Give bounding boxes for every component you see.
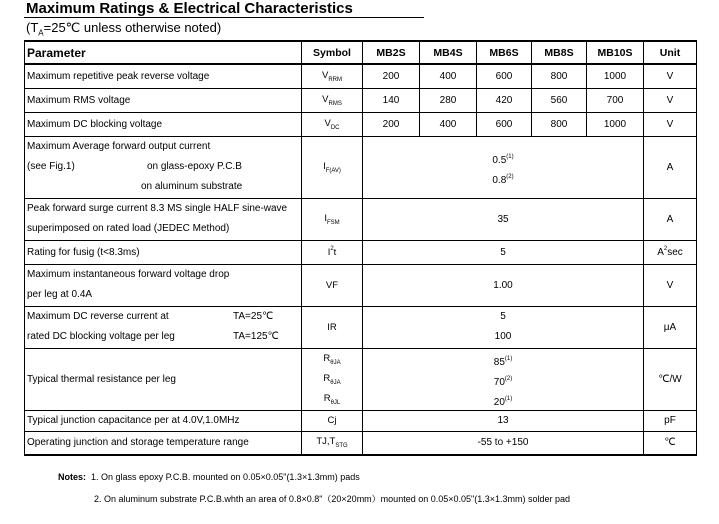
param-vdc: Maximum DC blocking voltage — [25, 112, 302, 136]
symbol-vrms: $V_{RMS}$ — [302, 88, 363, 112]
note-1: Notes: 1. On glass epoxy P.C.B. mounted on 0.05×0.05"(1.3×1.3mm) pads — [58, 472, 360, 482]
value-cell: 800 — [532, 112, 587, 136]
table-row — [25, 136, 697, 198]
title-underline — [24, 17, 424, 18]
param-ifsm: Peak forward surge current 8.3 MS single HALF sine-wave superimposed on rated load (JEDEC Method) — [25, 198, 302, 240]
symbol-cj: Cj — [302, 410, 363, 431]
unit-cell: pF — [644, 410, 697, 431]
header-row — [25, 41, 697, 64]
value-cell: 1000 — [587, 112, 644, 136]
param-cj: Typical junction capacitance per at 4.0V,1.0MHz — [25, 410, 302, 431]
header-symbol: Symbol — [302, 41, 363, 64]
header-part-mb10s: MB10S — [587, 41, 644, 64]
value-cell: 200 — [363, 112, 420, 136]
symbol-vrrm: $V_{RRM}$ — [302, 64, 363, 88]
value-cell: 140 — [363, 88, 420, 112]
value-cell: 600 — [477, 112, 532, 136]
ratings-table — [24, 40, 697, 456]
page-title: Maximum Ratings & Electrical Characteristics — [26, 0, 353, 17]
symbol-ifav: $I_{F(AV)}$ — [302, 136, 363, 198]
param-tj: Operating junction and storage temperature range — [25, 431, 302, 455]
unit-cell: V — [644, 64, 697, 88]
unit-cell: A — [644, 136, 697, 198]
value-cell: 280 — [420, 88, 477, 112]
value-cell: 560 — [532, 88, 587, 112]
value-ifav: 0.5$^{(1)}$ 0.8$^{(2)}$ — [363, 136, 644, 198]
symbol-rth: $R_{\theta JA}$ $R_{\theta JA}$ $R_{\theta JL}$ — [302, 348, 363, 410]
param-i2t: Rating for fusig (t<8.3ms) — [25, 240, 302, 264]
table-row — [25, 264, 697, 306]
unit-cell: $A^2\sec$ — [644, 240, 697, 264]
param-ir: Maximum DC reverse current at TA=25℃ rated DC blocking voltage per leg TA=125℃ — [25, 306, 302, 348]
unit-cell: ℃/W — [644, 348, 697, 410]
value-cell: 200 — [363, 64, 420, 88]
value-vf: 1.00 — [363, 264, 644, 306]
table-row — [25, 431, 697, 455]
param-vrrm: Maximum repetitive peak reverse voltage — [25, 64, 302, 88]
header-parameter: Parameter — [25, 41, 302, 64]
value-cell: 1000 — [587, 64, 644, 88]
param-vf: Maximum instantaneous forward voltage drop per leg at 0.4A — [25, 264, 302, 306]
unit-cell: V — [644, 264, 697, 306]
param-ifav: Maximum Average forward output current (see Fig.1) on glass-epoxy P.C.B on aluminum substrate — [25, 136, 302, 198]
table-row — [25, 348, 697, 410]
unit-cell: ℃ — [644, 431, 697, 455]
test-condition: ($T_A=25℃$ unless otherwise noted) — [26, 20, 222, 38]
header-unit: Unit — [644, 41, 697, 64]
value-cell: 600 — [477, 64, 532, 88]
symbol-tj: $TJ,T_{STG}$ — [302, 431, 363, 455]
header-part-mb6s: MB6S — [477, 41, 532, 64]
symbol-ifsm: $I_{FSM}$ — [302, 198, 363, 240]
unit-cell: μA — [644, 306, 697, 348]
header-part-mb2s: MB2S — [363, 41, 420, 64]
value-cell: 400 — [420, 64, 477, 88]
table-row — [25, 240, 697, 264]
unit-cell: V — [644, 112, 697, 136]
param-rth: Typical thermal resistance per leg — [25, 348, 302, 410]
symbol-vf: VF — [302, 264, 363, 306]
value-cell: 800 — [532, 64, 587, 88]
note-2: 2. On aluminum substrate P.C.B.whth an area of 0.8×0.8"（20×20mm）mounted on 0.05×0.05"(1.3×1.3mm) solder pad — [94, 494, 570, 504]
unit-cell: A — [644, 198, 697, 240]
value-tj: -55 to +150 — [363, 431, 644, 455]
table-row — [25, 64, 697, 88]
value-ir: 5 100 — [363, 306, 644, 348]
value-cell: 420 — [477, 88, 532, 112]
symbol-ir: IR — [302, 306, 363, 348]
param-vrms: Maximum RMS voltage — [25, 88, 302, 112]
value-cell: 700 — [587, 88, 644, 112]
header-part-mb4s: MB4S — [420, 41, 477, 64]
value-i2t: 5 — [363, 240, 644, 264]
table-row — [25, 88, 697, 112]
unit-cell: V — [644, 88, 697, 112]
value-cell: 400 — [420, 112, 477, 136]
value-rth: 85$^{(1)}$ 70$^{(2)}$ 20$^{(1)}$ — [363, 348, 644, 410]
value-cj: 13 — [363, 410, 644, 431]
table-row — [25, 112, 697, 136]
table-row — [25, 410, 697, 431]
symbol-i2t: $I^2t$ — [302, 240, 363, 264]
table-row — [25, 198, 697, 240]
header-part-mb8s: MB8S — [532, 41, 587, 64]
value-ifsm: 35 — [363, 198, 644, 240]
symbol-vdc: $V_{DC}$ — [302, 112, 363, 136]
table-row — [25, 306, 697, 348]
